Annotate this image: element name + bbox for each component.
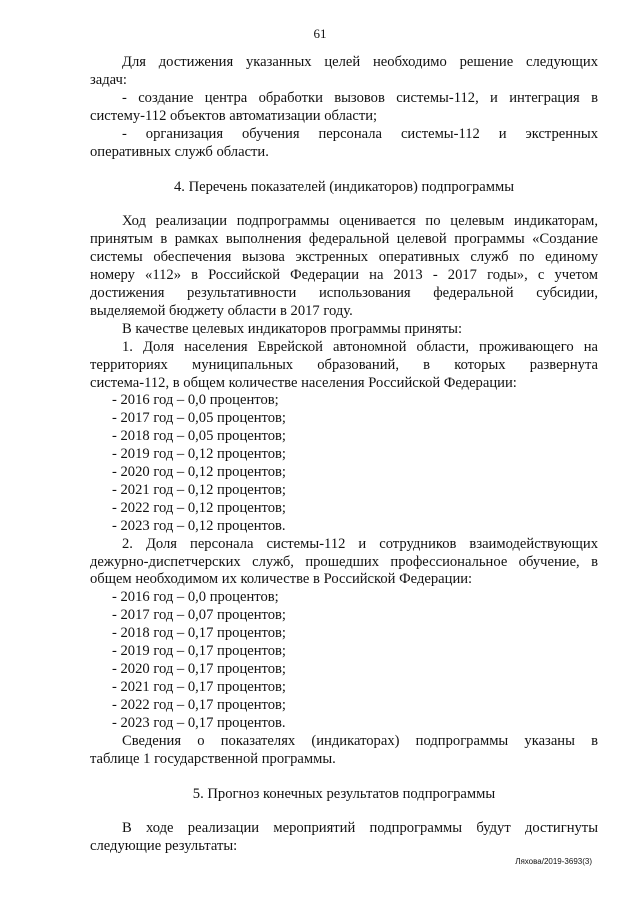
list-item: - 2021 год – 0,17 процентов;: [112, 678, 286, 695]
text-line: Сведения о показателях (индикаторах) подпрограммы указаны в: [122, 732, 598, 749]
text-line: дежурно-диспетчерских служб, прошедших профессиональное обучение, в: [90, 553, 598, 570]
text-line: 1. Доля населения Еврейской автономной области, проживающего на: [122, 338, 598, 355]
text-line: система-112, в общем количестве населения Российской Федерации:: [90, 374, 517, 391]
list-item: - 2022 год – 0,12 процентов;: [112, 499, 286, 516]
list-item: - 2016 год – 0,0 процентов;: [112, 589, 279, 606]
list-item: - 2019 год – 0,17 процентов;: [112, 643, 286, 660]
document-body: [90, 54, 598, 856]
text-line: системы обеспечения вызова экстренных оперативных служб по единому: [90, 249, 598, 266]
text-line: общем необходимом их количестве в Российской Федерации:: [90, 571, 473, 588]
text-line: номеру «112» в Российской Федерации на 2013 - 2017 годы», с учетом: [90, 267, 598, 284]
text-line: выделяемой бюджету области в 2017 году.: [90, 302, 353, 319]
text-line: 2. Доля персонала системы-112 и сотрудников взаимодействующих: [122, 535, 598, 552]
section-heading: 5. Прогноз конечных результатов подпрограммы: [192, 786, 496, 803]
text-line: таблице 1 государственной программы.: [90, 750, 336, 767]
list-item: - 2020 год – 0,17 процентов;: [112, 661, 286, 677]
text-line: следующие результаты:: [90, 838, 238, 855]
text-line: Ход реализации подпрограммы оценивается по целевым индикаторам,: [122, 213, 598, 230]
list-item: - 2018 год – 0,05 процентов;: [112, 428, 286, 445]
text-line: достижения результативности использования федеральной субсидии,: [90, 284, 598, 301]
list-item: - 2019 год – 0,12 процентов;: [112, 446, 286, 463]
list-item: - 2023 год – 0,12 процентов.: [112, 517, 286, 534]
text-line: - создание центра обработки вызовов системы-112, и интеграция в: [122, 89, 598, 106]
text-line: - организация обучения персонала системы-112 и экстренных: [122, 125, 598, 142]
text-line: принятым в рамках выполнения федеральной целевой программы «Создание: [90, 231, 598, 248]
list-item: - 2021 год – 0,12 процентов;: [112, 481, 286, 498]
text-line: В ходе реализации мероприятий подпрограммы будут достигнуты: [122, 820, 598, 837]
list-item: - 2018 год – 0,17 процентов;: [112, 625, 286, 642]
section-heading: 4. Перечень показателей (индикаторов) подпрограммы: [173, 179, 515, 196]
text-line: Для достижения указанных целей необходимо решение следующих: [122, 54, 598, 70]
list-item: - 2022 год – 0,17 процентов;: [112, 696, 286, 713]
footer-code: Ляхова/2019-3693(3): [515, 857, 592, 866]
list-item: - 2016 год – 0,0 процентов;: [112, 392, 279, 409]
list-item: - 2017 год – 0,05 процентов;: [112, 410, 286, 427]
list-item: - 2020 год – 0,12 процентов;: [112, 464, 286, 481]
text-line: оперативных служб области.: [90, 143, 269, 160]
text-line: В качестве целевых индикаторов программы приняты:: [122, 320, 463, 337]
text-line: задач:: [90, 71, 127, 88]
list-item: - 2023 год – 0,17 процентов.: [112, 714, 286, 731]
page-number: 61: [313, 26, 327, 41]
text-line: систему-112 объектов автоматизации области;: [90, 107, 378, 124]
list-item: - 2017 год – 0,07 процентов;: [112, 607, 286, 624]
text-line: территориях муниципальных образований, в которых развернута: [90, 356, 598, 373]
